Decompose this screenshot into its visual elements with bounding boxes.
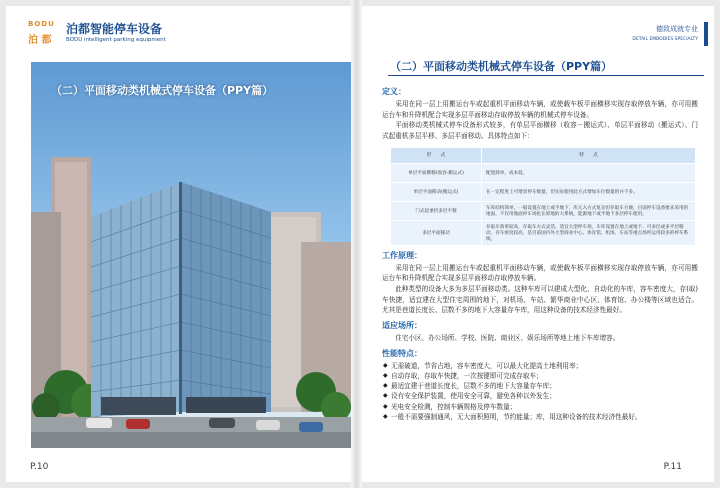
building-illustration <box>31 62 351 448</box>
definition-heading: 定义： <box>382 87 406 96</box>
list-item <box>382 402 698 412</box>
table-header-feature: 特 点 <box>482 147 696 163</box>
bullet-icon: ◆ <box>383 402 388 410</box>
places-paragraph: 住宅小区、办公场所、学校、医院、商业区、娱乐场所等地上地下车库增容。 <box>395 334 620 343</box>
list-item <box>382 381 698 391</box>
table-row <box>391 201 696 220</box>
list-item <box>382 361 698 371</box>
slogan-cn: 德致成就专业 <box>656 25 698 33</box>
principle-paragraph-2: 此种类型的设备大多为多层平面移动类。这种车库可以建成大型化、自动化的车库，容车密度大，存(取)车快捷，适宜建在大型住宅周围的地下，对机场、车站、繁华商业中心区、体育馆、办公楼等区域也适合。尤其是巷道长度长、层数不多的地下大容量存车库，用这种设备的技术经济性最好。 <box>382 285 698 315</box>
table-cell-form: 单层平面横移(收容-搬运式) <box>391 163 482 182</box>
list-item <box>382 391 698 401</box>
bullet-icon: ◆ <box>383 371 388 379</box>
table-row <box>391 163 696 182</box>
logo-mark-top: BODU <box>28 20 55 28</box>
features-heading: 性能特点： <box>382 348 422 358</box>
feature-text: 光电安全检测，控制车辆规格及停车数量； <box>391 402 517 411</box>
feature-text: 自动存取，存取车快捷，一次按键即可完成存取车； <box>391 371 543 380</box>
title-divider <box>388 75 704 76</box>
table-row <box>391 182 696 201</box>
table-cell-feature: 配置简单，成本低。 <box>482 163 696 182</box>
table-cell-form: 多层平面移动 <box>391 220 482 245</box>
feature-text: 设有安全保护装置，使用安全可靠，避免各种以外发生； <box>391 392 556 401</box>
section-title: （二）平面移动类机械式停车设备（PPY篇） <box>390 60 613 73</box>
list-item <box>382 371 698 381</box>
page-number-left: P.10 <box>30 462 49 472</box>
parking-garage-photo <box>31 62 351 448</box>
brand-subtitle: BODU intelligent parking equipment <box>66 37 166 43</box>
table-cell-feature: 存取车效率较高，存取车方式灵活，适宜大型停车场，车库设置在地上或地下，可多层或多平层移动，存车密度较高，是目前国内外大型商业中心、体育馆、机场、车站等重点场所运用较多的停车系统。 <box>482 220 696 245</box>
table-cell-form: 门式起重机多层平移 <box>391 201 482 220</box>
brand-title: 泊都智能停车设备 <box>66 22 163 36</box>
bullet-icon: ◆ <box>383 392 388 400</box>
left-page <box>6 6 351 482</box>
types-table <box>390 147 696 246</box>
types-paragraph: 平面移动类机械式停车设备形式较多，有单层平面横移（收容－搬运式）、单层平面移动（搬运式）、门式起重机多层平移、多层平面移动。具体特点如下： <box>382 121 698 141</box>
slogan-bar <box>704 22 708 46</box>
feature-text: 最适宜建于巷道长度长，层数不多的地下大容量存车库； <box>391 382 556 391</box>
bullet-icon: ◆ <box>383 412 388 420</box>
list-item <box>382 412 698 422</box>
features-list <box>382 361 698 422</box>
definition-paragraph: 采用在同一层上用搬运台车或起重机平面移动车辆，或使载车板平面横移实现存取停放车辆，亦可用搬运台车和升降机配合实现多层平面移动存取停放车辆的机械式停车设备。 <box>382 100 698 119</box>
slogan-tag <box>632 24 698 42</box>
page-gutter <box>351 0 362 488</box>
page-number-right: P.11 <box>663 462 682 472</box>
content-body <box>382 82 698 422</box>
principle-paragraph-1: 采用在同一层上用搬运台车或起重机平面移动车辆，或使载车板平面横移实现存取停放车辆，亦可用搬运台车和升降机配合实现多层平面移动存取停放车辆。 <box>382 263 698 283</box>
bullet-icon: ◆ <box>383 382 388 390</box>
feature-text: 无需破道，节省占地，容车密度大，可以最大化提高土地利用率； <box>391 361 583 370</box>
principle-heading: 工作原理： <box>382 250 422 260</box>
photo-title: （二）平面移动类机械式停车设备（PPY篇） <box>51 84 274 97</box>
slogan-en: DETAIL EMBODIES SPECIALTY <box>632 37 698 42</box>
table-cell-feature: 车库结构简单，一般设置在地上或半地下，库元入方式复杂但存取车方便，目前停车设备要求采用的地面，不仅用地面停车场化在原地的大系统，能源地下或半地下多层停车使用。 <box>482 201 696 220</box>
places-heading: 适应场所： <box>382 321 422 331</box>
bullet-icon: ◆ <box>383 361 388 369</box>
table-cell-feature: 在一定程度上可增容停车数量，但实际使用此方式增加车位数量的并不多。 <box>482 182 696 201</box>
table-cell-form: 单层平面移动(搬运式) <box>391 182 482 201</box>
table-header-row <box>391 147 696 163</box>
table-row <box>391 220 696 245</box>
feature-text: 一般不需要强制通风，无大面积照明，节约能量；库，用这种设备的技术经济性最好。 <box>391 412 642 421</box>
right-page <box>362 6 714 482</box>
logo-mark-cn: 泊 都 <box>28 35 52 46</box>
brand-logo <box>28 20 66 46</box>
table-header-form: 形 式 <box>391 147 482 163</box>
